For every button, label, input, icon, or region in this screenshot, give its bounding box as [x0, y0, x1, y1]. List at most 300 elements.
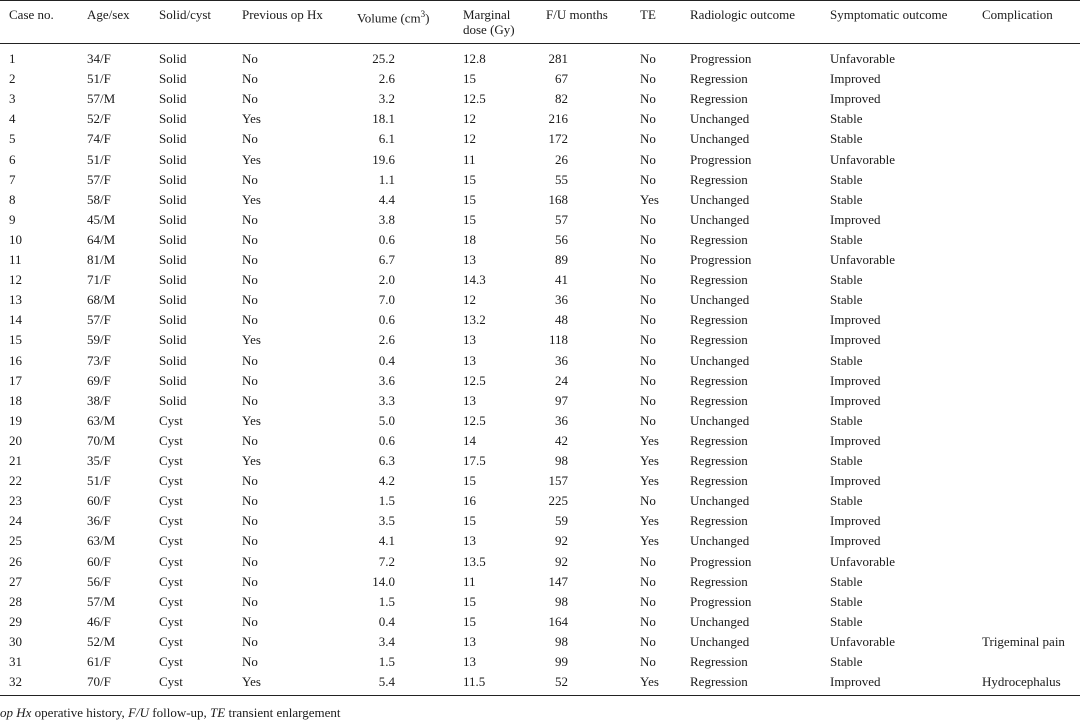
cell-age-sex: 59/F: [87, 332, 111, 348]
cell-volume: 0.4: [378, 352, 395, 368]
table-bottom-rule: [0, 695, 1080, 696]
cell-fu-months: 55: [555, 171, 568, 187]
cell-radiologic-outcome: Regression: [690, 432, 748, 448]
cell-previous-op-hx: No: [242, 252, 258, 267]
cell-previous-op-hx: No: [242, 312, 258, 328]
cell-volume: 5.0: [378, 412, 395, 428]
cell-symptomatic-outcome: Improved: [830, 71, 881, 87]
table-row: [0, 552, 1080, 572]
cell-marginal-dose: 18: [463, 231, 476, 247]
cell-solid-cyst: Solid: [159, 372, 187, 388]
cell-marginal-dose: 16: [463, 493, 476, 509]
cell-age-sex: 70/F: [87, 674, 111, 690]
table-row: [0, 652, 1080, 672]
table-row: [0, 290, 1080, 310]
cell-age-sex: 34/F: [87, 51, 111, 66]
cell-symptomatic-outcome: Improved: [830, 432, 881, 448]
cell-marginal-dose: 15: [463, 211, 476, 227]
cell-te: Yes: [640, 533, 659, 549]
cell-marginal-dose: 12: [463, 111, 476, 127]
cell-solid-cyst: Cyst: [159, 493, 183, 509]
cell-radiologic-outcome: Unchanged: [690, 191, 750, 207]
cell-solid-cyst: Solid: [159, 151, 187, 167]
table-footnote: [0, 705, 341, 721]
cell-symptomatic-outcome: Stable: [830, 111, 863, 127]
header-solid-cyst: Solid/cyst: [159, 7, 212, 22]
cell-solid-cyst: Solid: [159, 211, 187, 227]
table-row: [0, 49, 1080, 69]
cell-case-no: 30: [9, 633, 22, 649]
cell-te: No: [640, 654, 656, 669]
cell-radiologic-outcome: Unchanged: [690, 613, 750, 629]
cell-fu-months: 118: [548, 332, 568, 348]
cell-radiologic-outcome: Regression: [690, 272, 748, 288]
cell-radiologic-outcome: Regression: [690, 171, 748, 187]
cell-symptomatic-outcome: Stable: [830, 191, 863, 207]
cell-symptomatic-outcome: Stable: [830, 593, 863, 609]
table-row: [0, 310, 1080, 330]
cell-te: No: [640, 211, 656, 227]
cell-te: Yes: [640, 432, 659, 448]
cell-case-no: 1: [9, 51, 16, 66]
cell-fu-months: 36: [555, 412, 568, 428]
cell-fu-months: 24: [555, 372, 568, 388]
cell-radiologic-outcome: Regression: [690, 71, 748, 87]
cell-volume: 1.5: [378, 493, 395, 509]
cell-case-no: 9: [9, 211, 16, 227]
cell-fu-months: 67: [555, 71, 568, 87]
cell-case-no: 3: [9, 91, 16, 107]
cell-solid-cyst: Solid: [159, 91, 187, 107]
table-row: [0, 632, 1080, 652]
cell-previous-op-hx: No: [242, 372, 258, 388]
cell-te: No: [640, 593, 656, 609]
cell-marginal-dose: 13: [463, 533, 476, 549]
cell-radiologic-outcome: Unchanged: [690, 292, 750, 308]
header-previous-op-hx: Previous op Hx: [242, 7, 323, 22]
cell-volume: 5.4: [378, 674, 395, 690]
cell-fu-months: 99: [555, 654, 568, 669]
cell-solid-cyst: Solid: [159, 252, 187, 267]
cell-solid-cyst: Cyst: [159, 674, 183, 690]
cell-volume: 6.3: [378, 453, 395, 468]
cell-marginal-dose: 13.2: [463, 312, 486, 328]
cell-symptomatic-outcome: Unfavorable: [830, 51, 895, 66]
cell-marginal-dose: 13: [463, 352, 476, 368]
cell-age-sex: 74/F: [87, 131, 111, 147]
cell-previous-op-hx: Yes: [242, 191, 261, 207]
cell-case-no: 7: [9, 171, 16, 187]
cell-previous-op-hx: No: [242, 292, 258, 308]
cell-previous-op-hx: No: [242, 211, 258, 227]
cell-age-sex: 71/F: [87, 272, 111, 288]
footnote-abbr-fu: F/U: [128, 705, 150, 720]
cell-volume: 4.1: [378, 533, 395, 549]
table-row: [0, 190, 1080, 210]
cell-case-no: 13: [9, 292, 22, 308]
cell-volume: 4.2: [378, 473, 395, 489]
cell-te: No: [640, 553, 656, 569]
cell-symptomatic-outcome: Unfavorable: [830, 553, 895, 569]
cell-case-no: 22: [9, 473, 22, 489]
cell-previous-op-hx: No: [242, 573, 258, 589]
cell-symptomatic-outcome: Improved: [830, 211, 881, 227]
cell-previous-op-hx: No: [242, 654, 258, 669]
cell-age-sex: 51/F: [87, 473, 111, 489]
cell-te: No: [640, 272, 656, 288]
table-row: [0, 109, 1080, 129]
cell-case-no: 10: [9, 231, 22, 247]
cell-radiologic-outcome: Regression: [690, 392, 748, 408]
header-symptomatic-outcome: Symptomatic outcome: [830, 7, 948, 22]
cell-radiologic-outcome: Regression: [690, 473, 748, 489]
table-row: [0, 69, 1080, 89]
cell-age-sex: 57/M: [87, 91, 116, 107]
cell-symptomatic-outcome: Stable: [830, 171, 863, 187]
cell-case-no: 18: [9, 392, 22, 408]
table-row: [0, 351, 1080, 371]
cell-age-sex: 68/M: [87, 292, 116, 308]
cell-volume: 18.1: [372, 111, 395, 127]
cell-solid-cyst: Solid: [159, 392, 187, 408]
cell-radiologic-outcome: Regression: [690, 231, 748, 247]
header-volume-label: Volume (cm: [357, 10, 421, 26]
cell-previous-op-hx: Yes: [242, 412, 261, 428]
cell-volume: 6.1: [378, 131, 395, 147]
cell-fu-months: 82: [555, 91, 568, 107]
cell-te: No: [640, 412, 656, 428]
cell-te: Yes: [640, 513, 659, 529]
cell-marginal-dose: 17.5: [463, 453, 486, 468]
cell-age-sex: 46/F: [87, 613, 111, 629]
cell-case-no: 31: [9, 654, 22, 669]
cell-complication: Hydrocephalus: [982, 674, 1061, 690]
cell-complication: Trigeminal pain: [982, 633, 1065, 649]
cell-previous-op-hx: Yes: [242, 453, 261, 468]
cell-fu-months: 157: [548, 473, 568, 489]
cell-solid-cyst: Solid: [159, 332, 187, 348]
table-row: [0, 89, 1080, 109]
cell-radiologic-outcome: Regression: [690, 91, 748, 107]
cell-solid-cyst: Cyst: [159, 412, 183, 428]
cell-solid-cyst: Solid: [159, 272, 187, 288]
cell-previous-op-hx: No: [242, 553, 258, 569]
cell-symptomatic-outcome: Improved: [830, 392, 881, 408]
cell-symptomatic-outcome: Improved: [830, 312, 881, 328]
cell-te: No: [640, 352, 656, 368]
cell-symptomatic-outcome: Stable: [830, 131, 863, 147]
cell-solid-cyst: Solid: [159, 191, 187, 207]
cell-previous-op-hx: No: [242, 432, 258, 448]
cell-solid-cyst: Cyst: [159, 654, 183, 669]
cell-solid-cyst: Cyst: [159, 432, 183, 448]
cell-volume: 0.6: [378, 231, 395, 247]
table-row: [0, 170, 1080, 190]
cell-radiologic-outcome: Unchanged: [690, 211, 750, 227]
cell-volume: 14.0: [372, 573, 395, 589]
cell-symptomatic-outcome: Improved: [830, 533, 881, 549]
cell-te: Yes: [640, 674, 659, 690]
cell-age-sex: 64/M: [87, 231, 116, 247]
cell-te: No: [640, 573, 656, 589]
cell-case-no: 5: [9, 131, 16, 147]
cell-volume: 2.6: [378, 71, 395, 87]
header-complication: Complication: [982, 7, 1053, 22]
cell-case-no: 23: [9, 493, 22, 509]
cell-symptomatic-outcome: Unfavorable: [830, 633, 895, 649]
cell-previous-op-hx: Yes: [242, 674, 261, 690]
cell-previous-op-hx: No: [242, 392, 258, 408]
cell-previous-op-hx: No: [242, 493, 258, 509]
cell-fu-months: 36: [555, 292, 568, 308]
cell-te: No: [640, 292, 656, 308]
cell-previous-op-hx: No: [242, 51, 258, 66]
cell-symptomatic-outcome: Stable: [830, 613, 863, 629]
table-row: [0, 612, 1080, 632]
cell-te: No: [640, 372, 656, 388]
cell-fu-months: 172: [548, 131, 568, 147]
cell-fu-months: 281: [548, 51, 568, 66]
cell-case-no: 11: [9, 252, 22, 267]
cell-age-sex: 56/F: [87, 573, 111, 589]
cell-radiologic-outcome: Progression: [690, 593, 752, 609]
cell-age-sex: 73/F: [87, 352, 111, 368]
cell-case-no: 24: [9, 513, 22, 529]
cell-te: Yes: [640, 453, 659, 468]
cell-marginal-dose: 15: [463, 473, 476, 489]
cell-volume: 1.5: [378, 593, 395, 609]
cell-solid-cyst: Cyst: [159, 613, 183, 629]
cell-marginal-dose: 15: [463, 191, 476, 207]
cell-volume: 3.4: [378, 633, 395, 649]
cell-volume: 4.4: [378, 191, 395, 207]
cell-fu-months: 225: [548, 493, 568, 509]
table-row: [0, 230, 1080, 250]
cell-te: No: [640, 493, 656, 509]
table-row: [0, 491, 1080, 511]
cell-marginal-dose: 15: [463, 71, 476, 87]
cell-radiologic-outcome: Unchanged: [690, 493, 750, 509]
cell-te: No: [640, 332, 656, 348]
cell-volume: 2.0: [378, 272, 395, 288]
cell-te: No: [640, 392, 656, 408]
cell-case-no: 17: [9, 372, 22, 388]
cell-radiologic-outcome: Progression: [690, 151, 752, 167]
cell-fu-months: 36: [555, 352, 568, 368]
cell-radiologic-outcome: Progression: [690, 553, 752, 569]
cell-solid-cyst: Solid: [159, 131, 187, 147]
cell-symptomatic-outcome: Improved: [830, 91, 881, 107]
cell-solid-cyst: Solid: [159, 352, 187, 368]
header-te: TE: [640, 7, 656, 22]
cell-symptomatic-outcome: Improved: [830, 473, 881, 489]
cell-symptomatic-outcome: Stable: [830, 453, 863, 468]
cell-previous-op-hx: No: [242, 513, 258, 529]
cell-symptomatic-outcome: Stable: [830, 231, 863, 247]
cell-marginal-dose: 12.8: [463, 51, 486, 66]
cell-case-no: 32: [9, 674, 22, 690]
cell-symptomatic-outcome: Stable: [830, 292, 863, 308]
cell-radiologic-outcome: Regression: [690, 453, 748, 468]
cell-solid-cyst: Solid: [159, 171, 187, 187]
cell-radiologic-outcome: Regression: [690, 654, 748, 669]
cell-radiologic-outcome: Progression: [690, 51, 752, 66]
cell-solid-cyst: Cyst: [159, 533, 183, 549]
cell-previous-op-hx: No: [242, 473, 258, 489]
cell-age-sex: 60/F: [87, 493, 111, 509]
cell-case-no: 4: [9, 111, 16, 127]
cell-marginal-dose: 11.5: [463, 674, 486, 690]
cell-volume: 3.6: [378, 372, 395, 388]
cell-marginal-dose: 12: [463, 131, 476, 147]
header-fu-months: F/U months: [546, 7, 608, 22]
cell-age-sex: 51/F: [87, 71, 111, 87]
cell-case-no: 27: [9, 573, 22, 589]
cell-radiologic-outcome: Progression: [690, 252, 752, 267]
cell-marginal-dose: 12.5: [463, 372, 486, 388]
cell-fu-months: 56: [555, 231, 568, 247]
cell-te: No: [640, 91, 656, 107]
cell-marginal-dose: 12.5: [463, 91, 486, 107]
cell-te: No: [640, 111, 656, 127]
cell-solid-cyst: Cyst: [159, 553, 183, 569]
cell-solid-cyst: Solid: [159, 111, 187, 127]
table-row: [0, 210, 1080, 230]
cell-te: Yes: [640, 191, 659, 207]
cell-symptomatic-outcome: Improved: [830, 513, 881, 529]
cell-symptomatic-outcome: Stable: [830, 493, 863, 509]
cell-te: No: [640, 252, 656, 267]
header-marginal-dose: [463, 7, 515, 37]
header-radiologic-outcome: Radiologic outcome: [690, 7, 796, 22]
cell-age-sex: 57/M: [87, 593, 116, 609]
cell-fu-months: 42: [555, 432, 568, 448]
cell-solid-cyst: Solid: [159, 312, 187, 328]
cell-radiologic-outcome: Unchanged: [690, 633, 750, 649]
cell-fu-months: 216: [548, 111, 568, 127]
cell-fu-months: 168: [548, 191, 568, 207]
cell-age-sex: 35/F: [87, 453, 111, 468]
table-row: [0, 471, 1080, 491]
cell-radiologic-outcome: Regression: [690, 372, 748, 388]
cell-te: No: [640, 71, 656, 87]
table-row: [0, 150, 1080, 170]
cell-marginal-dose: 13: [463, 633, 476, 649]
cell-age-sex: 70/M: [87, 432, 116, 448]
cell-radiologic-outcome: Regression: [690, 332, 748, 348]
cell-case-no: 26: [9, 553, 22, 569]
cell-marginal-dose: 15: [463, 171, 476, 187]
cell-marginal-dose: 12.5: [463, 412, 486, 428]
cell-te: No: [640, 231, 656, 247]
header-case-no: Case no.: [9, 7, 54, 22]
cell-radiologic-outcome: Unchanged: [690, 111, 750, 127]
cell-marginal-dose: 14: [463, 432, 476, 448]
cell-case-no: 20: [9, 432, 22, 448]
cell-previous-op-hx: No: [242, 91, 258, 107]
cell-symptomatic-outcome: Stable: [830, 352, 863, 368]
cell-symptomatic-outcome: Stable: [830, 654, 863, 669]
cell-te: No: [640, 51, 656, 66]
cell-case-no: 15: [9, 332, 22, 348]
cell-fu-months: 164: [548, 613, 568, 629]
cell-solid-cyst: Solid: [159, 51, 187, 66]
cell-volume: 3.2: [378, 91, 395, 107]
cell-volume: 7.0: [378, 292, 395, 308]
cell-volume: 3.8: [378, 211, 395, 227]
cell-age-sex: 60/F: [87, 553, 111, 569]
cell-fu-months: 59: [555, 513, 568, 529]
cell-fu-months: 41: [555, 272, 568, 288]
cell-te: Yes: [640, 473, 659, 489]
cell-previous-op-hx: No: [242, 272, 258, 288]
cell-marginal-dose: 13: [463, 252, 476, 267]
cell-solid-cyst: Solid: [159, 231, 187, 247]
cell-fu-months: 89: [555, 252, 568, 267]
cell-case-no: 12: [9, 272, 22, 288]
cell-radiologic-outcome: Regression: [690, 674, 748, 690]
cell-radiologic-outcome: Regression: [690, 513, 748, 529]
cell-case-no: 16: [9, 352, 22, 368]
cell-volume: 0.4: [378, 613, 395, 629]
cell-previous-op-hx: No: [242, 131, 258, 147]
cell-previous-op-hx: Yes: [242, 111, 261, 127]
cell-solid-cyst: Cyst: [159, 633, 183, 649]
cell-solid-cyst: Cyst: [159, 453, 183, 468]
cell-fu-months: 57: [555, 211, 568, 227]
cell-age-sex: 58/F: [87, 191, 111, 207]
cell-fu-months: 97: [555, 392, 568, 408]
cell-marginal-dose: 13: [463, 392, 476, 408]
cell-volume: 3.3: [378, 392, 395, 408]
cell-volume: 1.5: [378, 654, 395, 669]
cell-age-sex: 52/M: [87, 633, 116, 649]
cell-symptomatic-outcome: Improved: [830, 674, 881, 690]
cell-age-sex: 57/F: [87, 312, 111, 328]
cell-age-sex: 36/F: [87, 513, 111, 529]
cell-solid-cyst: Solid: [159, 292, 187, 308]
table-row: [0, 371, 1080, 391]
cell-fu-months: 48: [555, 312, 568, 328]
cell-te: No: [640, 171, 656, 187]
header-volume-superscript: 3: [420, 9, 426, 19]
cell-te: No: [640, 312, 656, 328]
table-row: [0, 270, 1080, 290]
cell-age-sex: 45/M: [87, 211, 116, 227]
table-row: [0, 531, 1080, 551]
cell-previous-op-hx: No: [242, 613, 258, 629]
header-age-sex: Age/sex: [87, 7, 130, 22]
cell-fu-months: 98: [555, 633, 568, 649]
cell-marginal-dose: 12: [463, 292, 476, 308]
cell-symptomatic-outcome: Unfavorable: [830, 252, 895, 267]
cell-previous-op-hx: No: [242, 633, 258, 649]
footnote-def-fu: follow-up,: [149, 705, 211, 720]
cell-marginal-dose: 13: [463, 332, 476, 348]
cell-te: No: [640, 633, 656, 649]
footnote-abbr-te: TE: [210, 705, 226, 720]
header-marginal-line1: Marginal: [463, 7, 511, 22]
cell-marginal-dose: 15: [463, 513, 476, 529]
cell-volume: 0.6: [378, 312, 395, 328]
cell-age-sex: 81/M: [87, 252, 116, 267]
table-row: [0, 572, 1080, 592]
table-row: [0, 129, 1080, 149]
cell-marginal-dose: 14.3: [463, 272, 486, 288]
cell-case-no: 29: [9, 613, 22, 629]
cell-radiologic-outcome: Regression: [690, 573, 748, 589]
footnote-def-op-hx: operative history,: [31, 705, 129, 720]
